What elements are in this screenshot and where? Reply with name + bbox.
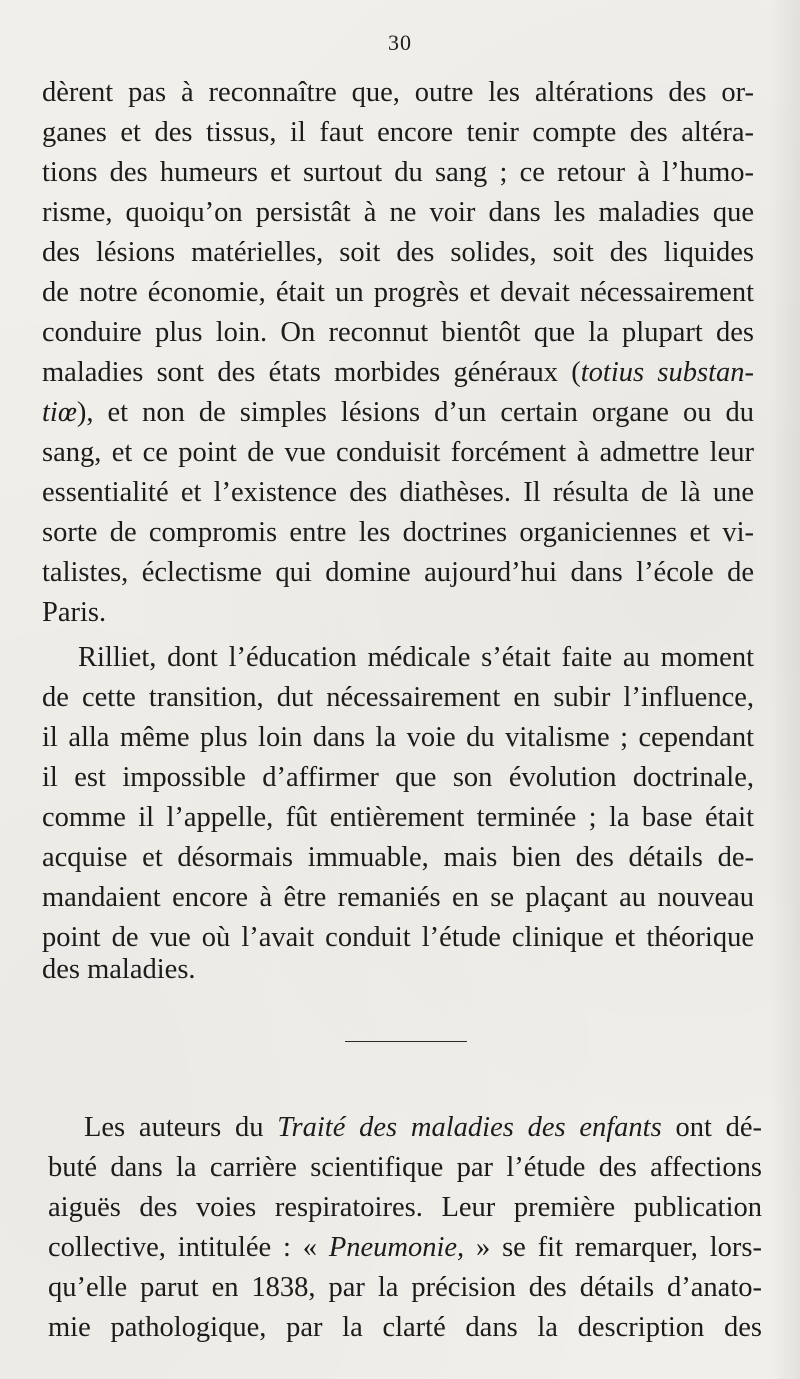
- text-line: point de vue où l’avait conduit l’étude clinique et théorique: [42, 922, 754, 953]
- text-line: des lésions matérielles, soit des solides, soit des liquides: [42, 237, 754, 268]
- text-line: conduire plus loin. On reconnut bientôt que la plupart des: [42, 317, 754, 348]
- text-line: sang, et ce point de vue conduisit forcément à admettre leur: [42, 437, 754, 468]
- text-line: dèrent pas à reconnaître que, outre les altérations des or-: [42, 77, 754, 108]
- text-line: mie pathologique, par la clarté dans la description des: [48, 1312, 762, 1343]
- text-line: il alla même plus loin dans la voie du vitalisme ; cependant: [42, 722, 754, 753]
- publication-title: Pneumonie,: [328, 1232, 465, 1263]
- text-line: buté dans la carrière scientifique par l’étude des affections: [48, 1152, 762, 1183]
- text-line: des maladies.: [42, 954, 196, 985]
- text-line: de notre économie, était un progrès et devait nécessairement: [42, 277, 754, 308]
- text-line: [84, 1108, 762, 1148]
- text-segment: maladies sont des états morbides généraux (: [42, 357, 581, 388]
- text-line: [42, 353, 754, 393]
- text-segment: ), et non de simples lésions d’un certain organe ou du: [76, 397, 754, 428]
- text-line: qu’elle parut en 1838, par la précision des détails d’anato-: [48, 1272, 762, 1303]
- book-title: Traité des maladies des enfants: [277, 1112, 662, 1143]
- text-line: Paris.: [42, 597, 107, 628]
- text-line: essentialité et l’existence des diathèses. Il résulta de là une: [42, 477, 754, 508]
- text-line: sorte de compromis entre les doctrines organiciennes et vi-: [42, 517, 754, 548]
- text-segment: Les auteurs du: [84, 1112, 278, 1143]
- text-line: risme, quoiqu’on persistât à ne voir dans les maladies que: [42, 197, 754, 228]
- latin-phrase: totius substan-: [580, 357, 754, 388]
- latin-phrase: tiœ: [42, 397, 77, 428]
- page-edge-shadow: [770, 0, 800, 1379]
- text-line: talistes, éclectisme qui domine aujourd’hui dans l’école de: [42, 557, 754, 588]
- text-segment: » se fit remarquer, lors-: [464, 1232, 762, 1263]
- text-line: [48, 1228, 762, 1268]
- text-segment: collective, intitulée : «: [48, 1232, 329, 1263]
- text-line: mandaient encore à être remaniés en se plaçant au nouveau: [42, 882, 754, 913]
- text-line: Rilliet, dont l’éducation médicale s’était faite au moment: [78, 642, 754, 673]
- text-line: tions des humeurs et surtout du sang ; ce retour à l’humo-: [42, 157, 754, 188]
- text-line: il est impossible d’affirmer que son évolution doctrinale,: [42, 762, 754, 793]
- text-line: de cette transition, dut nécessairement en subir l’influence,: [42, 682, 754, 713]
- text-line: acquise et désormais immuable, mais bien des détails de-: [42, 842, 754, 873]
- text-segment: ont dé-: [661, 1112, 763, 1143]
- text-line: [42, 393, 754, 433]
- text-line: comme il l’appelle, fût entièrement terminée ; la base était: [42, 802, 754, 833]
- text-line: aiguës des voies respiratoires. Leur première publication: [48, 1192, 762, 1223]
- text-line: ganes et des tissus, il faut encore tenir compte des altéra-: [42, 117, 754, 148]
- page-number: 30: [388, 30, 412, 55]
- section-divider: [345, 1041, 467, 1042]
